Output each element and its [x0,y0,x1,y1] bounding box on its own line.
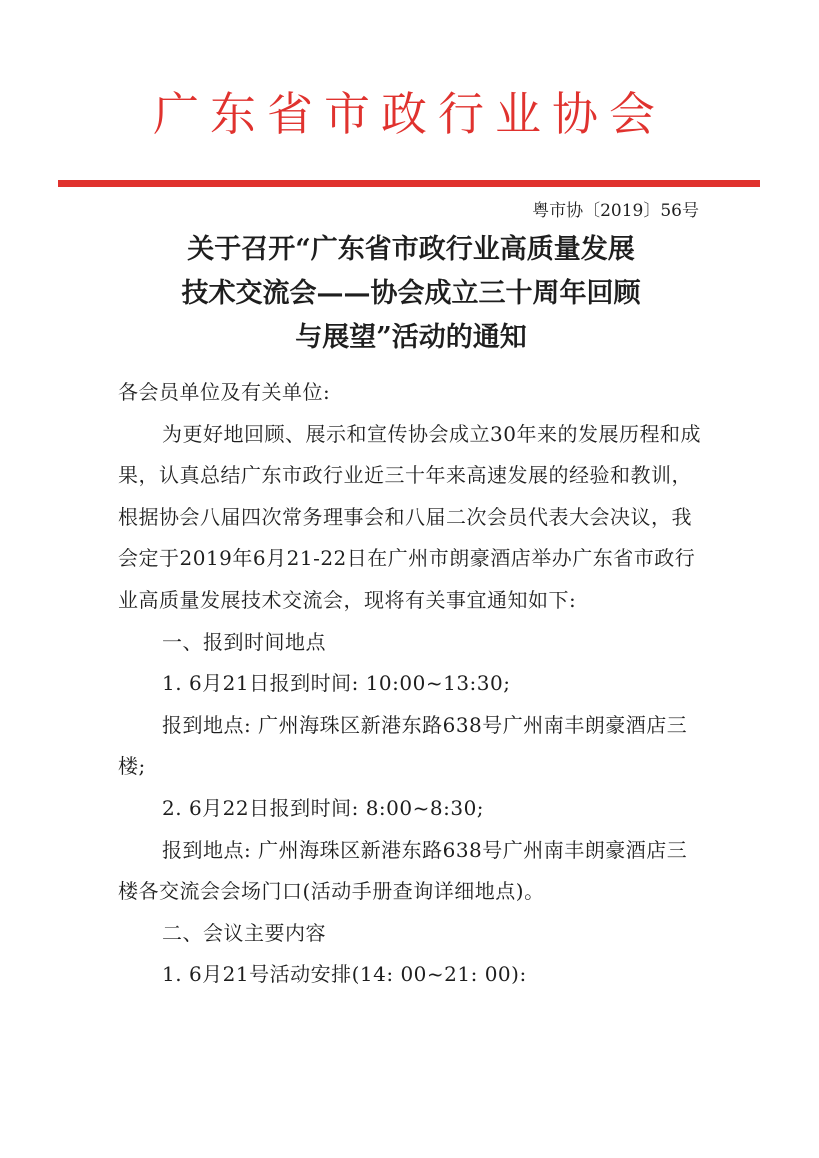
registration-time-day1: 1. 6月21日报到时间: 10:00~13:30; [162,671,511,696]
section-heading-content: 二、会议主要内容 [162,920,326,945]
org-letterhead: 广东省市政行业协会 [153,87,666,141]
title-line-2: 技术交流会——协会成立三十周年回顾 [181,278,641,309]
registration-time-day2: 2. 6月22日报到时间: 8:00~8:30; [162,795,485,820]
salutation: 各会员单位及有关单位: [118,380,331,404]
notice-title [60,228,762,360]
intro-paragraph: 为更好地回顾、展示和宣传协会成立30年来的发展历程和成果，认真总结广东市政行业近三十年来高速发展的经验和教训，根据协会八届四次常务理事会和八届二次会员代表大会决议，我会定于2019年6月21-22日在广州市朗豪酒店举办广东省市政行业高质量发展技术交流会，现将有关事宜通知如下: [118,421,701,612]
title-line-1: 关于召开“广东省市政行业高质量发展 [187,234,635,265]
registration-place-day1: 报到地点: 广州海珠区新港东路638号广州南丰朗豪酒店三楼; [118,712,688,779]
notice-body [118,372,706,996]
schedule-day1: 1. 6月21号活动安排(14: 00~21: 00): [162,962,527,987]
title-line-3: 与展望”活动的通知 [295,322,527,353]
section-heading-registration: 一、报到时间地点 [162,629,326,654]
document-number: 粤市协〔2019〕56号 [532,201,699,221]
registration-place-day2: 报到地点: 广州海珠区新港东路638号广州南丰朗豪酒店三楼各交流会会场门口(活动手册查询详细地点)。 [118,837,688,904]
red-divider-line [58,180,760,187]
